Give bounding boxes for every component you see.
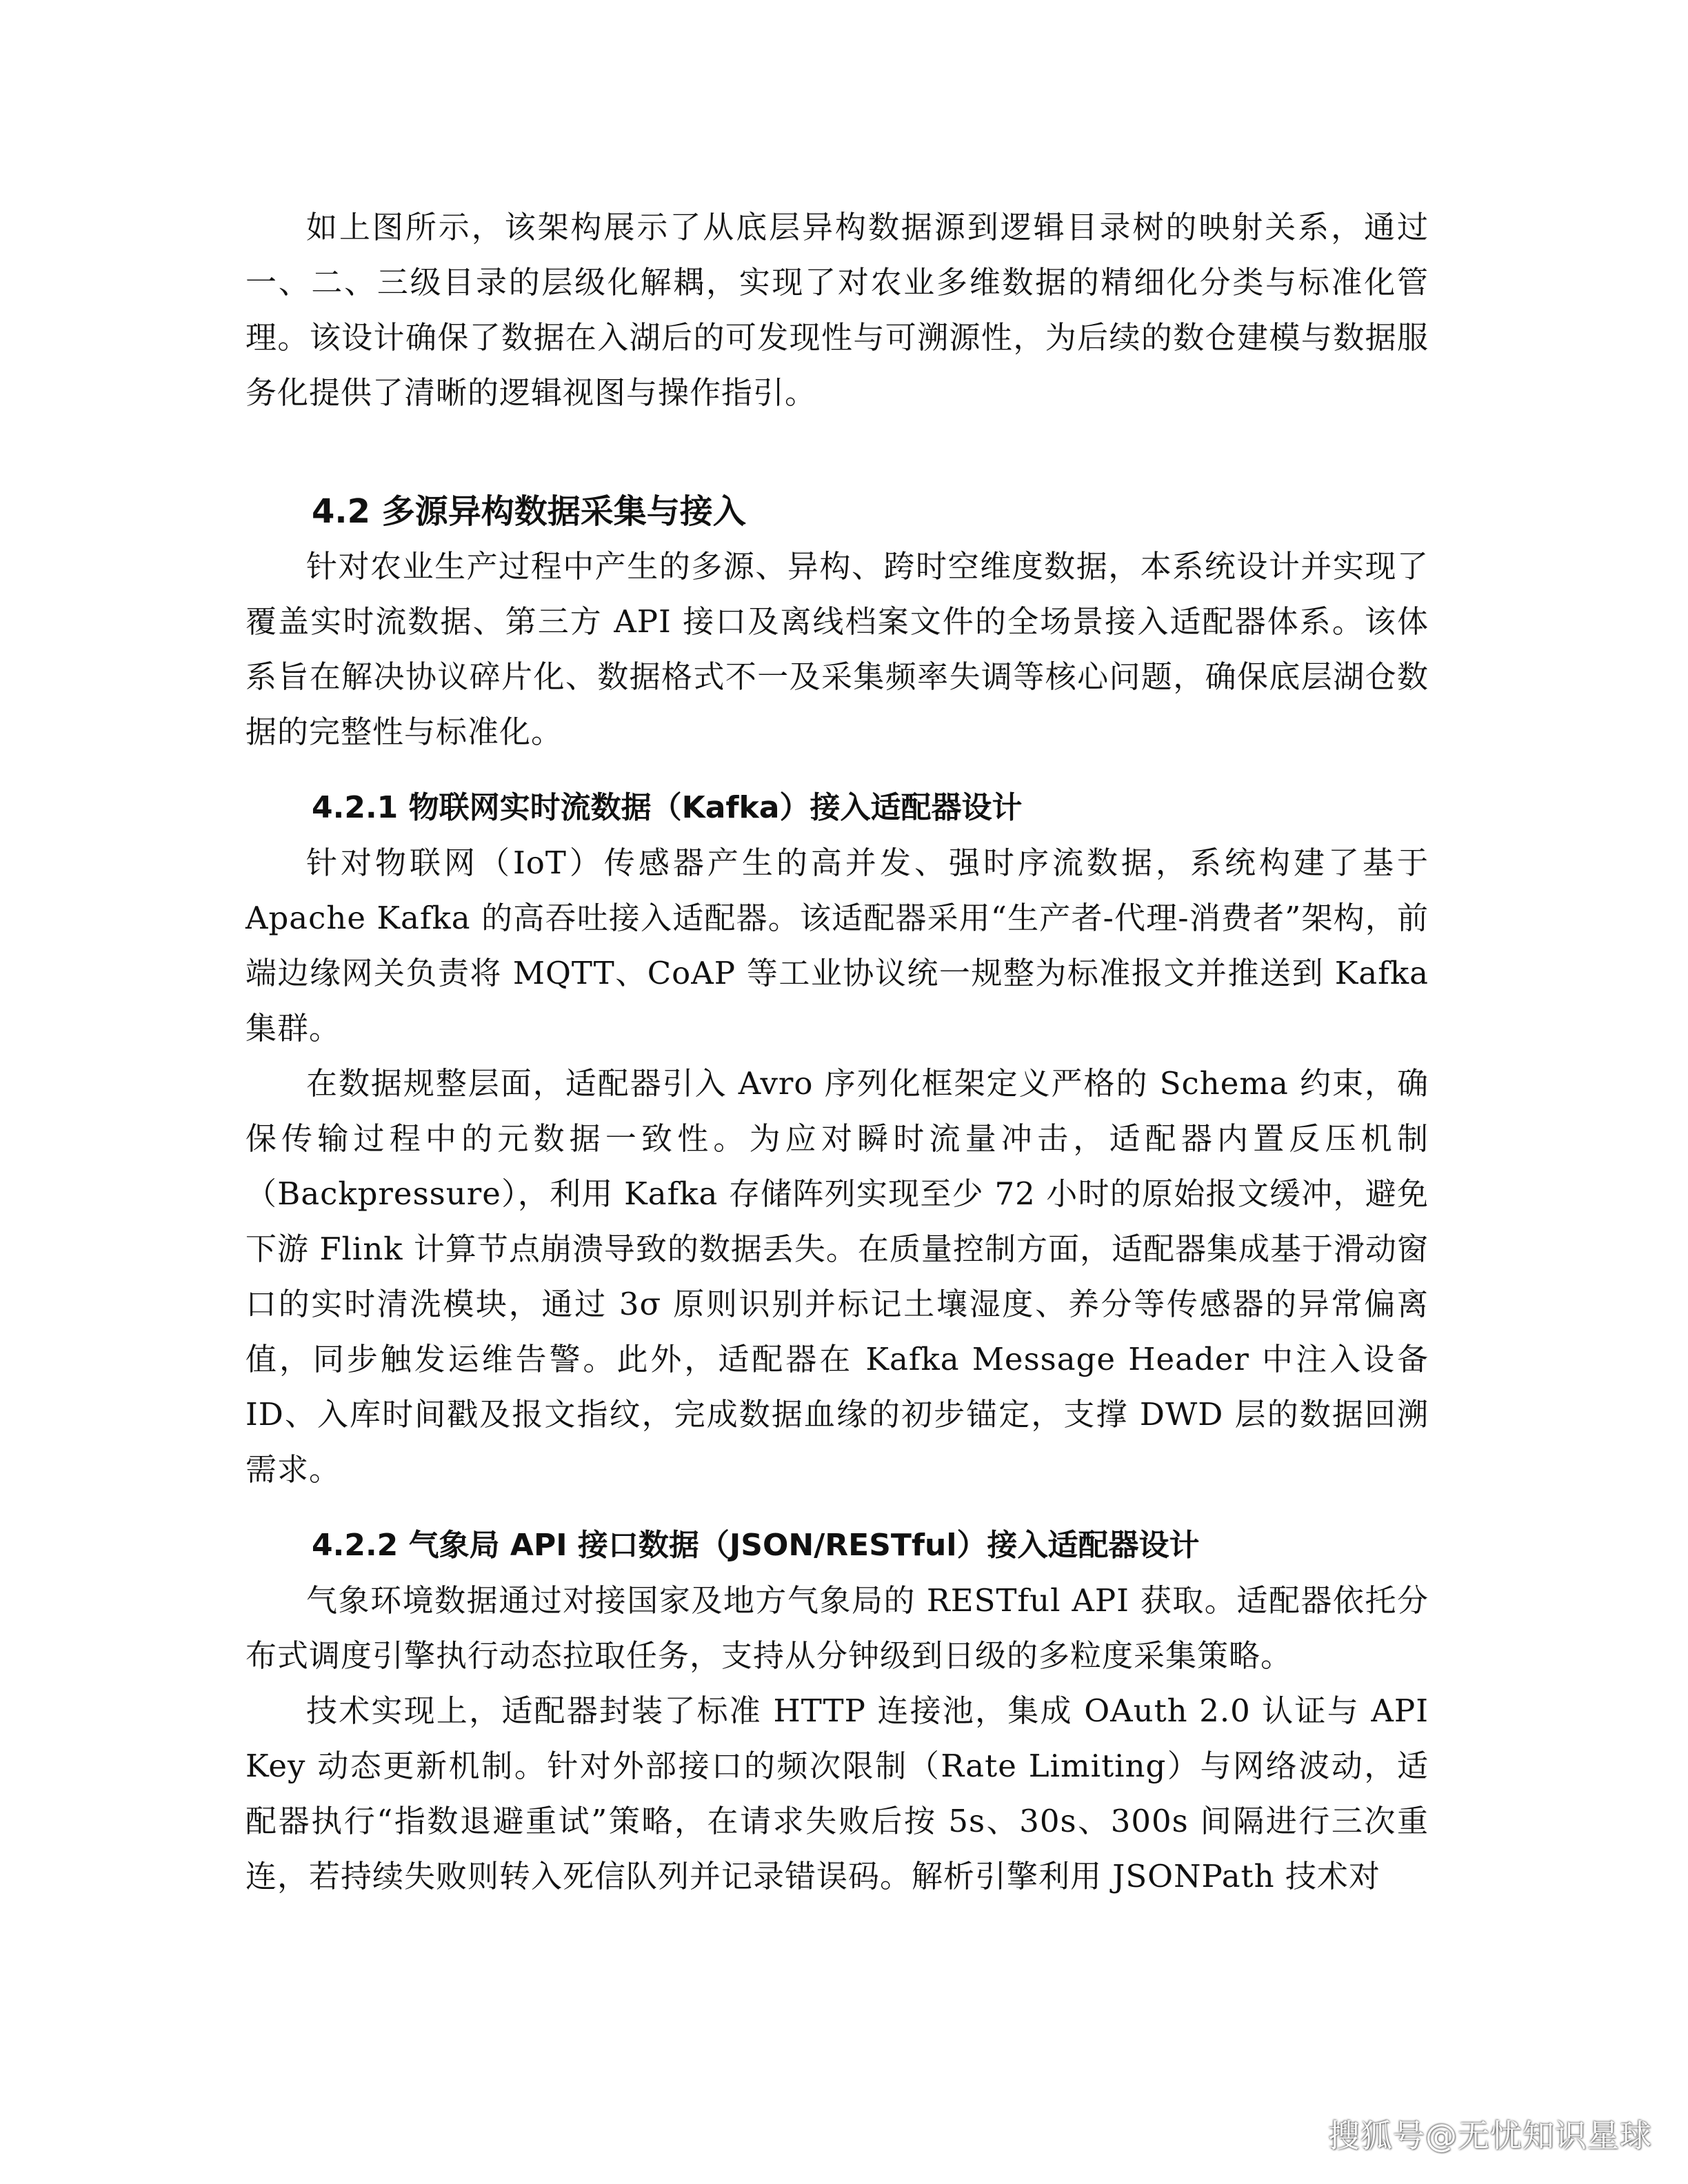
- section-heading-4-2-1: 4.2.1 物联网实时流数据（Kafka）接入适配器设计: [312, 790, 1023, 825]
- document-body: [245, 200, 1429, 1904]
- intro-paragraph: 如上图所示，该架构展示了从底层异构数据源到逻辑目录树的映射关系，通过一、二、三级目录的层级化解耦，实现了对农业多维数据的精细化分类与标准化管理。该设计确保了数据在入湖后的可发现性与可溯源性，为后续的数仓建模与数据服务化提供了清晰的逻辑视图与操作指引。: [245, 209, 1429, 411]
- section-4-2-1-paragraph-2: 在数据规整层面，适配器引入 Avro 序列化框架定义严格的 Schema 约束，确保传输过程中的元数据一致性。为应对瞬时流量冲击，适配器内置反压机制（Backpressure），利用 Kafka 存储阵列实现至少 72 小时的原始报文缓冲，避免下游 Flink 计算节点崩溃导致的数据丢失。在质量控制方面，适配器集成基于滑动窗口的实时清洗模块，通过 3σ 原则识别并标记土壤湿度、养分等传感器的异常偏离值，同步触发运维告警。此外，适配器在 Kafka Message Header 中注入设备 ID、入库时间戳及报文指纹，完成数据血缘的初步锚定，支撑 DWD 层的数据回溯需求。: [245, 1065, 1429, 1488]
- watermark: 搜狐号@无忧知识星球: [1328, 2117, 1652, 2154]
- section-4-2-1-paragraph-1: 针对物联网（IoT）传感器产生的高并发、强时序流数据，系统构建了基于 Apache Kafka 的高吞吐接入适配器。该适配器采用“生产者-代理-消费者”架构，前端边缘网关负责将 MQTT、CoAP 等工业协议统一规整为标准报文并推送到 Kafka 集群。: [245, 845, 1429, 1046]
- section-4-2-paragraph: 针对农业生产过程中产生的多源、异构、跨时空维度数据，本系统设计并实现了覆盖实时流数据、第三方 API 接口及离线档案文件的全场景接入适配器体系。该体系旨在解决协议碎片化、数据格式不一及采集频率失调等核心问题，确保底层湖仓数据的完整性与标准化。: [245, 548, 1429, 750]
- section-4-2-2-paragraph-1: 气象环境数据通过对接国家及地方气象局的 RESTful API 获取。适配器依托分布式调度引擎执行动态拉取任务，支持从分钟级到日级的多粒度采集策略。: [245, 1582, 1429, 1674]
- section-heading-4-2-2: 4.2.2 气象局 API 接口数据（JSON/RESTful）接入适配器设计: [312, 1528, 1200, 1563]
- section-4-2-2-paragraph-2: 技术实现上，适配器封装了标准 HTTP 连接池，集成 OAuth 2.0 认证与 API Key 动态更新机制。针对外部接口的频次限制（Rate Limiting）与网络波动，适配器执行“指数退避重试”策略，在请求失败后按 5s、30s、300s 间隔进行三次重连，若持续失败则转入死信队列并记录错误码。解析引擎利用 JSONPath 技术对: [245, 1692, 1429, 1894]
- section-heading-4-2: 4.2 多源异构数据采集与接入: [312, 492, 746, 531]
